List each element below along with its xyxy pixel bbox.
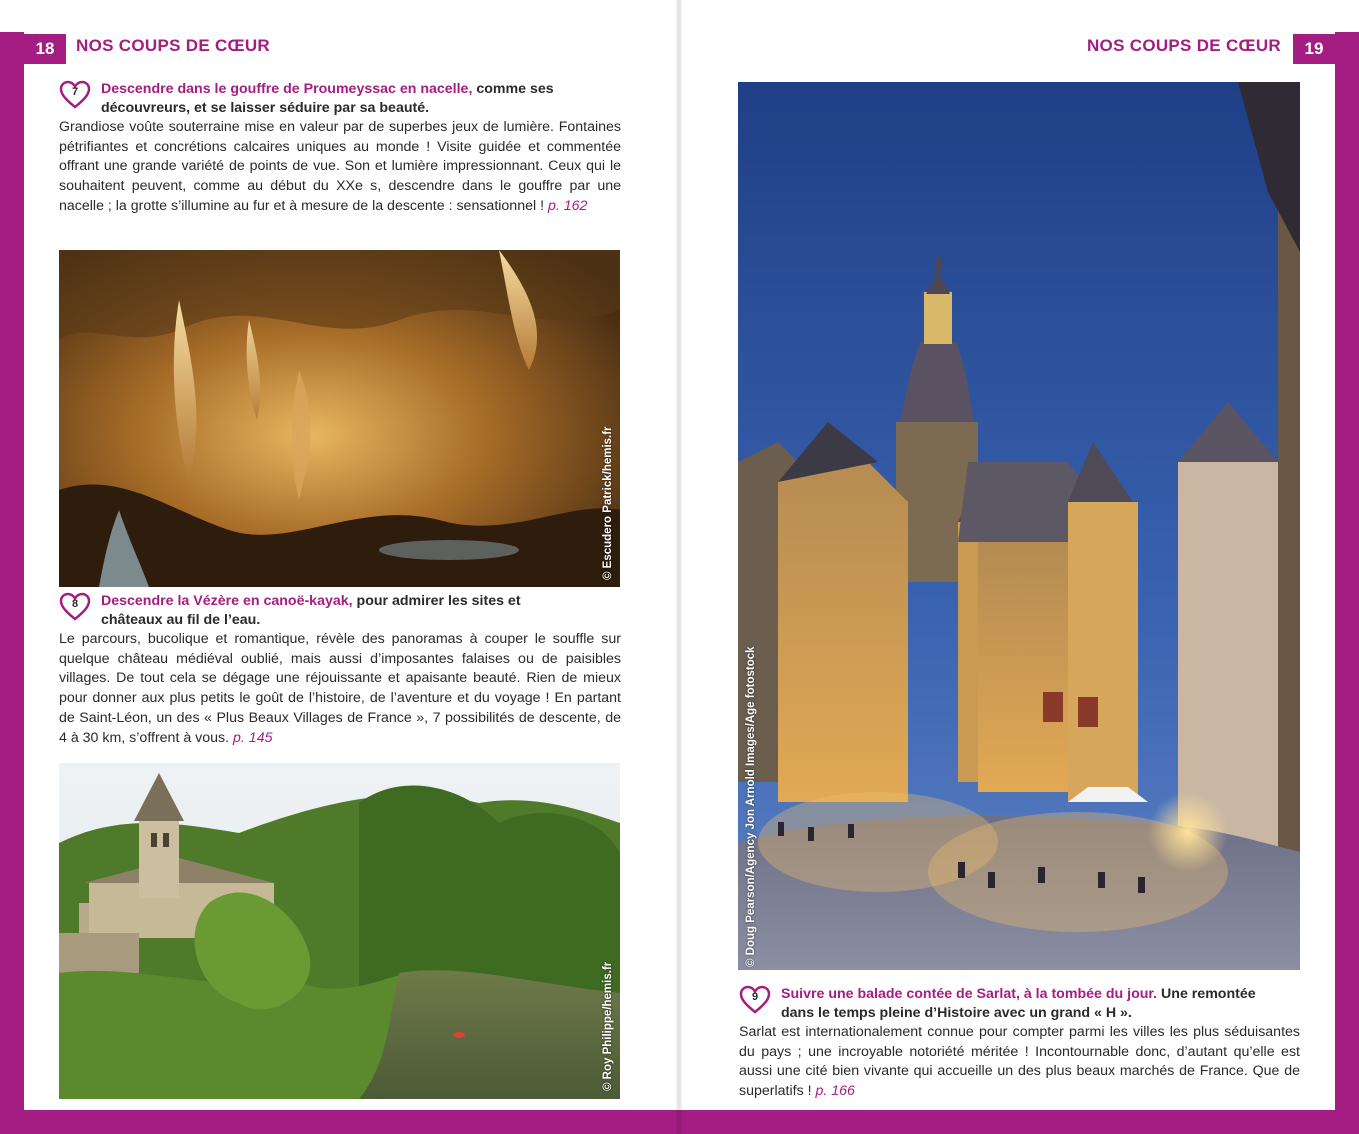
photo-credit: © Roy Philippe/hemis.fr (602, 961, 614, 1091)
photo-credit: © Doug Pearson/Agency Jon Arnold Images/Age fotostock (745, 646, 757, 967)
item-headline-highlight: Descendre la Vézère en canoë-kayak, (101, 593, 353, 609)
item-headline-rest: Une remontée dans le temps pleine d’Histoire avec un grand « H ». (781, 986, 1256, 1021)
item-headline (739, 985, 1279, 1023)
item-number: 7 (71, 86, 79, 98)
item-headline (59, 80, 569, 118)
left-page-title: NOS COUPS DE CŒUR (76, 36, 271, 55)
item-9-section (739, 985, 1300, 1102)
page-reference-link[interactable]: p. 166 (815, 1083, 855, 1100)
right-page-title: NOS COUPS DE CŒUR (1086, 36, 1281, 55)
item-description: Grandiose voûte souterraine mise en valeur par de superbes jeux de lumière. Fontaines pétrifiantes et concrétions calcaires uniques au monde ! Visite guidée et commentée offrant une grande variété de points de vue. Son et lumière impressionnant. Ceux qui le souhaitent peuvent, comme au début du XXe s, descendre dans le gouffre par une nacelle ; la grotte s’illumine au fur et à mesure de la descente : sensationnel ! p. 162 (59, 119, 621, 214)
page-left-border (0, 32, 24, 1134)
heart-icon (59, 80, 91, 110)
item-headline-rest: comme ses découvreurs, et se laisser séduire par sa beauté. (101, 81, 554, 116)
item-description: Sarlat est internationalement connue pour compter parmi les villes les plus séduisantes du pays ; une incroyable notoriété méritée ! Incontournable donc, d’autant qu’elle est aussi une cité bien vivante qui accueille un des plus beaux marchés de France. Que de superlatifs ! p. 166 (739, 1024, 1300, 1100)
proumeyssac-cave-photo (59, 250, 620, 587)
item-description: Le parcours, bucolique et romantique, révèle des panoramas à couper le souffle sur quelque château médiéval oublié, mais aussi d’imposantes falaises ou de paisibles villages. De tout cela se dégage une réjouissante et apaisante beauté. Rien de mieux pour donner aux plus petits le goût de l’histoire, de l’aventure et du voyage ! En partant de Saint-Léon, un des « Plus Beaux Villages de France », 7 possibilités de descente, de 4 à 30 km, s’offrent à vous. p. 145 (59, 631, 621, 746)
item-8-section (59, 592, 621, 748)
item-headline-highlight: Descendre dans le gouffre de Proumeyssac en nacelle, (101, 81, 473, 97)
page-right-border (1335, 32, 1359, 1134)
right-page-number: 19 (1293, 34, 1335, 64)
saint-leon-river-photo (59, 763, 620, 1099)
left-page-number: 18 (24, 34, 66, 64)
sarlat-dusk-photo (738, 82, 1300, 970)
heart-icon (59, 592, 91, 622)
item-7-section (59, 80, 621, 217)
item-headline (59, 592, 569, 630)
photo-credit: © Escudero Patrick/hemis.fr (602, 426, 614, 580)
page-reference-link[interactable]: p. 145 (233, 729, 273, 746)
page-reference-link[interactable]: p. 162 (547, 197, 588, 214)
heart-icon (739, 985, 771, 1015)
item-headline-rest: pour admirer les sites et châteaux au fil de l’eau. (101, 593, 521, 628)
item-headline-highlight: Suivre une balade contée de Sarlat, à la tombée du jour. (781, 986, 1158, 1002)
item-number: 9 (751, 991, 759, 1003)
item-number: 8 (71, 598, 79, 610)
book-spine (676, 0, 682, 1134)
